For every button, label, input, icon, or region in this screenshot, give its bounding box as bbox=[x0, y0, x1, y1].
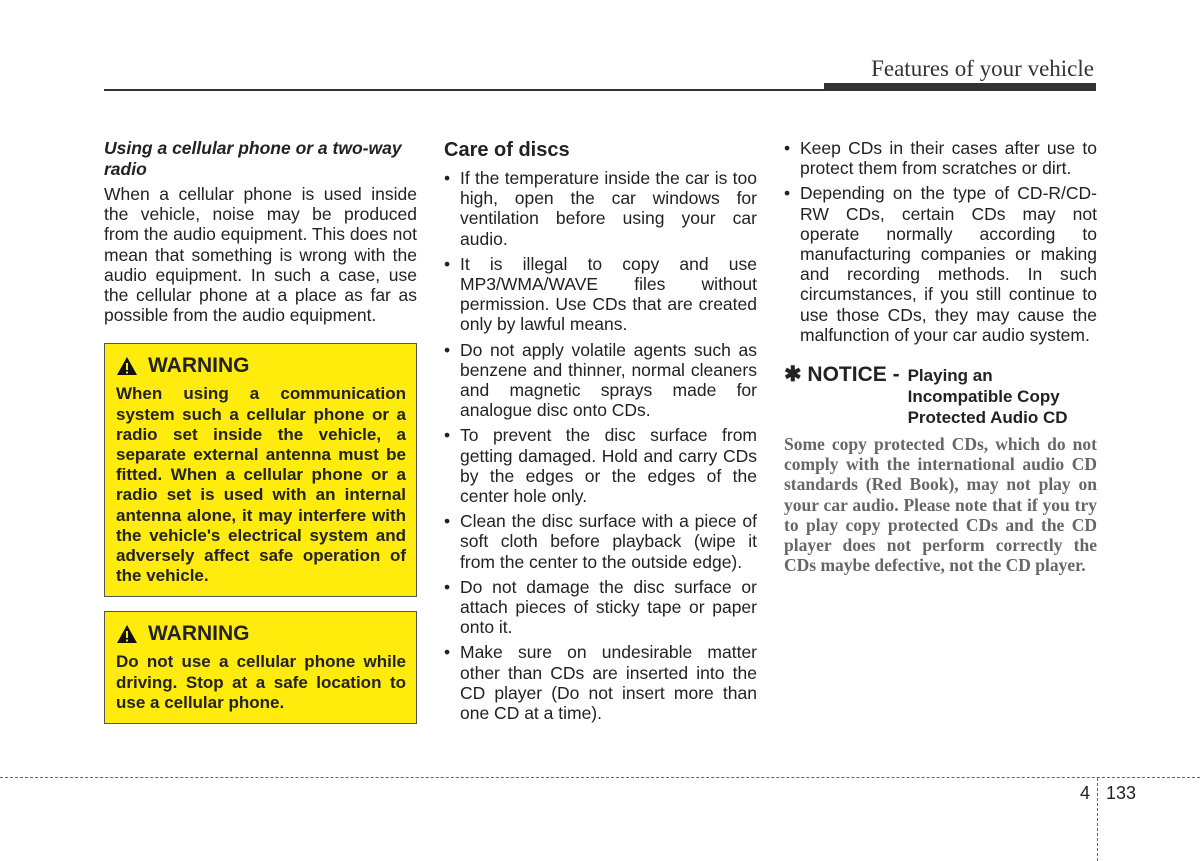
care-of-discs-list bbox=[444, 168, 757, 723]
list-item: • Do not damage the disc surface or attach pieces of sticky tape or paper onto it. bbox=[444, 576, 757, 638]
list-item: • To prevent the disc surface from getting damaged. Hold and carry CDs by the edges or the edges of the center hole only. bbox=[444, 425, 757, 507]
care-of-discs-title: Care of discs bbox=[444, 139, 570, 161]
warning-triangle-icon bbox=[116, 624, 138, 644]
page-number: 133 bbox=[1106, 783, 1137, 803]
notice-body: Some copy protected CDs, which do not comply with the international audio CD standards (Red Book), may not play on your car audio. Please note that if you try to play copy protected CDs and the CD player does not perform correctly the CDs maybe defective, not the CD player. bbox=[784, 434, 1097, 576]
list-item: • Keep CDs in their cases after use to protect them from scratches or dirt. bbox=[784, 138, 1097, 179]
footer-vertical-divider bbox=[1097, 778, 1098, 861]
column-middle bbox=[444, 138, 757, 728]
cd-care-list bbox=[784, 138, 1097, 345]
list-item: • Make sure on undesirable matter other than CDs are inserted into the CD player (Do not insert more than one CD at a time). bbox=[444, 642, 757, 724]
warning-triangle-icon bbox=[116, 356, 138, 376]
cellular-phone-paragraph: When a cellular phone is used inside the vehicle, noise may be produced from the audio equipment. This does not mean that something is wrong with the audio equipment. In such a case, use the cellular phone at a place as far as possible from the audio equipment. bbox=[104, 184, 417, 326]
footer-divider bbox=[0, 777, 1200, 778]
list-item: • If the temperature inside the car is too high, open the car windows for ventilation before using your car audio. bbox=[444, 168, 757, 249]
list-item: • Clean the disc surface with a piece of soft cloth before playback (wipe it from the center to the outside edge). bbox=[444, 511, 757, 572]
column-left bbox=[104, 138, 417, 724]
warning-body: When using a communication system such a cellular phone or a radio set inside the vehicle, a separate external antenna must be fitted. When a cellular phone or a radio set is used with an internal antenna alone, it may interfere with the vehicle's electrical system and adversely affect safe operation of the vehicle. bbox=[116, 384, 406, 586]
warning-box-driving bbox=[104, 611, 417, 724]
list-item: • Depending on the type of CD-R/CD-RW CDs, certain CDs may not operate normally according to manufacturing companies or making and recording methods. In such circumstances, if you still continue to use those CDs, they may cause the malfunction of your car audio system. bbox=[784, 183, 1097, 345]
notice-heading bbox=[784, 363, 1097, 428]
warning-title: WARNING bbox=[148, 354, 250, 378]
chapter-number: 4 bbox=[1080, 783, 1091, 803]
header-rule-thin bbox=[104, 89, 1096, 91]
notice-subtitle: Playing an Incompatible Copy Protected Audio CD bbox=[907, 366, 1068, 428]
warning-body: Do not use a cellular phone while driving. Stop at a safe location to use a cellular phone. bbox=[116, 652, 406, 712]
list-item: • It is illegal to copy and use MP3/WMA/WAVE files without permission. Use CDs that are created only by lawful means. bbox=[444, 253, 757, 335]
list-item: • Do not apply volatile agents such as benzene and thinner, normal cleaners and magnetic sprays made for analogue disc onto CDs. bbox=[444, 339, 757, 421]
warning-box-antenna bbox=[104, 343, 417, 597]
warning-heading bbox=[116, 354, 406, 378]
column-right bbox=[784, 138, 1097, 575]
notice-label: ✱ NOTICE - bbox=[784, 363, 900, 387]
warning-heading bbox=[116, 622, 406, 646]
cellular-phone-subhead: Using a cellular phone or a two-way radio bbox=[104, 138, 402, 179]
running-header-title: Features of your vehicle bbox=[871, 56, 1094, 81]
warning-title: WARNING bbox=[148, 622, 250, 646]
